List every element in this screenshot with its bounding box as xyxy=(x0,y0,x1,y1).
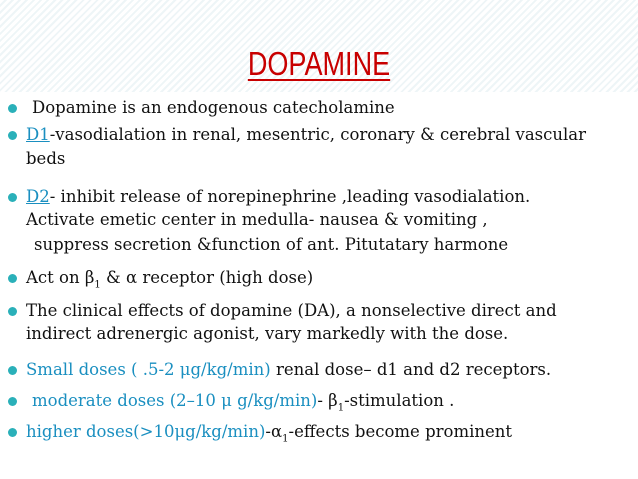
bullet-line: Dopamine is an endogenous catecholamine xyxy=(32,98,395,117)
slide-title: DOPAMINE xyxy=(247,45,391,82)
d2-term: D2 xyxy=(26,187,50,206)
bullet-line: D1-vasodialation in renal, mesentric, coronary & cerebral vascular xyxy=(26,125,587,144)
bullet-continuation: suppress secretion &function of ant. Pitutatary harmone xyxy=(34,235,509,254)
bullet-icon xyxy=(8,307,17,316)
bullet-icon xyxy=(8,193,17,202)
bullet-continuation: beds xyxy=(26,149,66,168)
bullet-icon xyxy=(8,104,17,113)
bullet-line: Act on $\beta_1$ & α receptor (high dose) xyxy=(26,268,314,291)
bullet-continuation: indirect adrenergic agonist, vary markedly with the dose. xyxy=(26,324,509,343)
bullet-icon xyxy=(8,428,17,437)
small-dose-text: Small doses ( .5-2 μg/kg/min) xyxy=(26,360,271,379)
bullet-icon xyxy=(8,366,17,375)
higher-dose-text: higher doses(>10μg/kg/min) xyxy=(26,422,266,441)
bullet-continuation: Activate emetic center in medulla- nausea & vomiting , xyxy=(26,210,488,229)
bullet-icon xyxy=(8,131,17,140)
bullet-line: The clinical effects of dopamine (DA), a nonselective direct and xyxy=(26,301,557,320)
bullet-line: D2- inhibit release of norepinephrine ,leading vasodialation. xyxy=(26,187,531,206)
bullet-icon xyxy=(8,274,17,283)
moderate-dose-text: moderate doses (2–10 μ g/kg/min) xyxy=(32,391,318,410)
bullet-icon xyxy=(8,397,17,406)
d1-term: D1 xyxy=(26,125,50,144)
bullet-line: higher $doses(>10\mu g/kg/\min)-\alpha_1$-effects become prominent xyxy=(26,422,513,445)
bullet-line: moderate doses (2–10 μ g/kg/min)- $\beta_1$-stimulation . xyxy=(32,391,455,414)
bullet-line: Small doses ( .5-2 μg/kg/min) renal dose– d1 and d2 receptors. xyxy=(26,360,552,379)
